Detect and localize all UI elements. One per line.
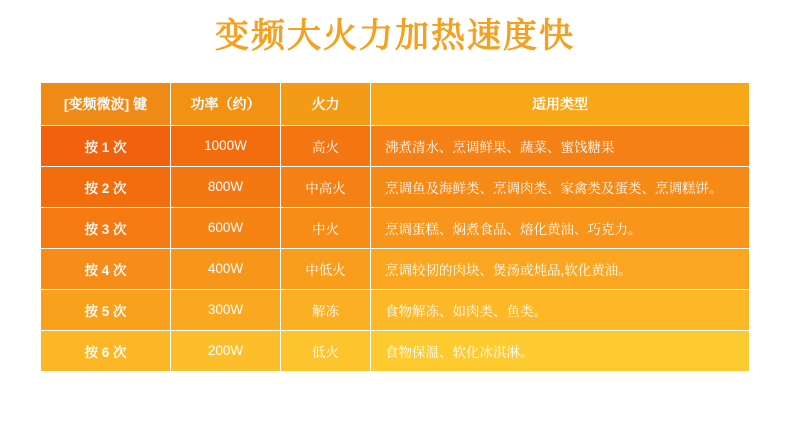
header-usage-label: 适用类型 [532,95,588,112]
table-header-row [41,82,750,125]
row-usage-cell [371,289,750,330]
row-power-cell [171,330,281,371]
row-usage-label: 沸煮清水、烹调鲜果、蔬菜、蜜饯糖果 [385,139,615,155]
power-table-wrapper [40,82,750,372]
page-title: 变频大火力加热速度快 [215,17,575,55]
row-power-label: 300W [207,302,244,318]
header-cell-level [281,82,371,125]
table-body [41,125,750,371]
row-level-cell [281,125,371,166]
row-key-label: 按 2 次 [84,180,127,196]
row-key-cell [41,289,171,330]
row-usage-cell [371,330,750,371]
row-power-cell [171,207,281,248]
row-level-cell [281,207,371,248]
row-key-label: 按 4 次 [84,262,127,278]
row-power-cell [171,248,281,289]
table-row [41,166,750,207]
row-power-label: 800W [207,179,244,195]
row-usage-cell [371,248,750,289]
table-row [41,207,750,248]
table-row [41,289,750,330]
row-power-cell [171,166,281,207]
row-key-cell [41,207,171,248]
row-usage-label: 食物解冻、如肉类、鱼类。 [385,303,547,319]
header-power-label: 功率（约） [190,95,261,112]
row-key-cell [41,248,171,289]
row-level-cell [281,289,371,330]
table-header [41,82,750,125]
row-level-label: 低火 [312,344,339,360]
power-level-table [40,82,750,372]
row-power-cell [171,289,281,330]
header-key-label: [变频微波] 键 [63,95,148,112]
row-usage-label: 烹调蛋糕、焖煮食品、熔化黄油、巧克力。 [385,221,642,237]
header-cell-usage [371,82,750,125]
row-key-cell [41,125,171,166]
row-key-label: 按 1 次 [84,139,127,155]
row-key-label: 按 6 次 [84,344,127,360]
table-row [41,125,750,166]
row-usage-label: 食物保温、软化冰淇淋。 [385,344,534,360]
row-usage-cell [371,207,750,248]
table-row [41,248,750,289]
row-usage-cell [371,166,750,207]
row-level-cell [281,166,371,207]
row-key-label: 按 5 次 [84,303,127,319]
header-level-label: 火力 [311,95,340,112]
row-power-label: 400W [207,261,244,277]
row-level-label: 中火 [312,221,339,237]
table-row [41,330,750,371]
header-cell-key [41,82,171,125]
row-level-cell [281,248,371,289]
row-power-cell [171,125,281,166]
row-usage-label: 烹调较韧的肉块、煲汤或炖品,软化黄油。 [385,262,632,278]
row-level-label: 高火 [312,139,339,155]
row-key-cell [41,166,171,207]
row-power-label: 200W [207,343,244,359]
header-cell-power [171,82,281,125]
row-power-label: 1000W [204,138,247,154]
row-level-label: 解冻 [312,303,339,319]
row-usage-cell [371,125,750,166]
row-level-label: 中高火 [305,180,346,196]
row-key-label: 按 3 次 [84,221,127,237]
row-level-cell [281,330,371,371]
row-usage-label: 烹调鱼及海鲜类、烹调肉类、家禽类及蛋类、烹调糕饼。 [385,180,723,196]
row-key-cell [41,330,171,371]
row-level-label: 中低火 [305,262,346,278]
row-power-label: 600W [207,220,244,236]
